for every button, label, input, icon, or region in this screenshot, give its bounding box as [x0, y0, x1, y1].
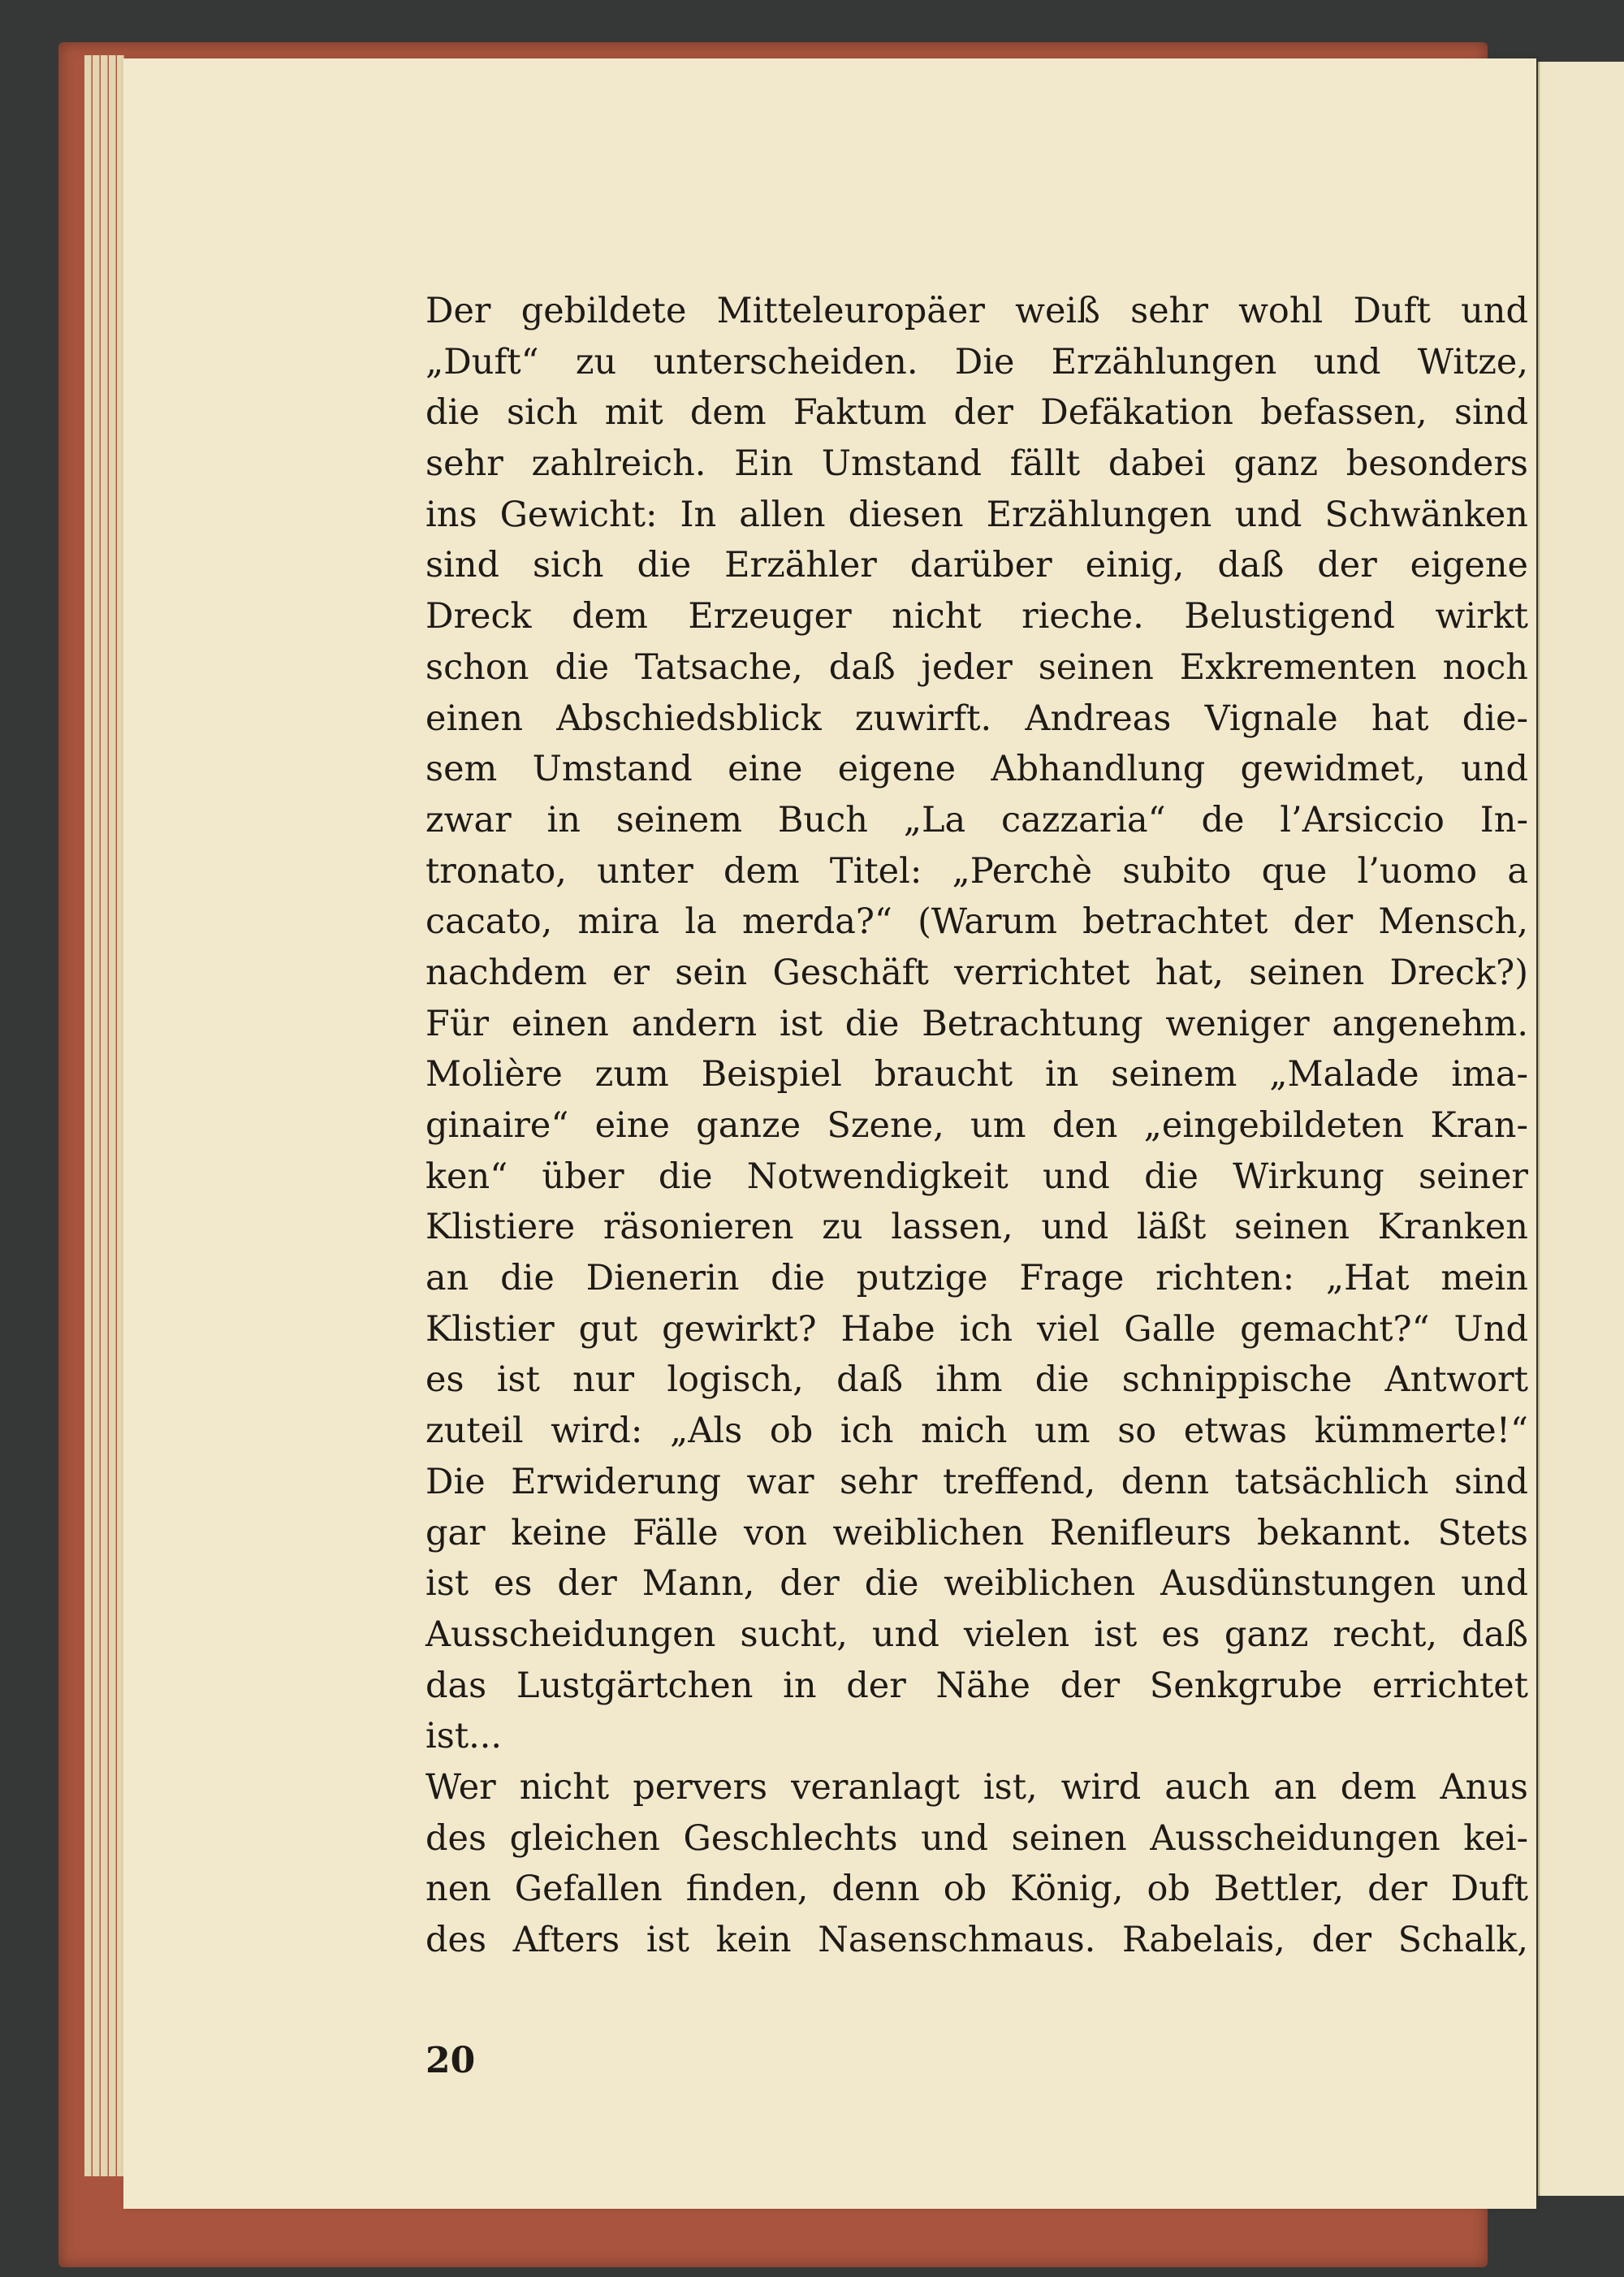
text-line: Der gebildete Mitteleuropäer weiß sehr wohl Duft und	[425, 291, 1528, 331]
text-line: Klistiere räsonieren zu lassen, und läßt seinen Kranken	[425, 1207, 1528, 1248]
text-line: sem Umstand eine eigene Abhandlung gewidmet, und	[425, 749, 1528, 790]
page-edge	[84, 55, 92, 2176]
text-line: gar keine Fälle von weiblichen Renifleurs bekannt. Stets	[425, 1512, 1528, 1553]
text-line: Molière zum Beispiel braucht in seinem „Malade ima-	[425, 1054, 1528, 1095]
text-line: nachdem er sein Geschäft verrichtet hat, seinen Dreck?)	[425, 952, 1528, 993]
text-line: Dreck dem Erzeuger nicht rieche. Belustigend wirkt	[425, 596, 1528, 637]
page-edge	[101, 55, 108, 2176]
text-line: ken“ über die Notwendigkeit und die Wirkung seiner	[425, 1156, 1528, 1197]
text-line: ginaire“ eine ganze Szene, um den „eingebildeten Kran-	[425, 1105, 1528, 1146]
page-edge	[93, 55, 100, 2176]
text-line: ins Gewicht: In allen diesen Erzählungen und Schwänken	[425, 494, 1528, 535]
text-line: „Duft“ zu unterscheiden. Die Erzählungen und Witze,	[425, 341, 1528, 382]
text-line: es ist nur logisch, daß ihm die schnippische Antwort	[425, 1359, 1528, 1401]
text-line: Die Erwiderung war sehr treffend, denn tatsächlich sind	[425, 1461, 1528, 1502]
page-edge	[109, 55, 116, 2176]
text-line: Klistier gut gewirkt? Habe ich viel Galle gemacht?“ Und	[425, 1308, 1528, 1350]
text-line: das Lustgärtchen in der Nähe der Senkgrube errichtet	[425, 1665, 1528, 1706]
text-line: schon die Tatsache, daß jeder seinen Exkrementen noch	[425, 646, 1528, 688]
book-page	[123, 58, 1536, 2209]
text-line: an die Dienerin die putzige Frage richten: „Hat mein	[425, 1258, 1528, 1299]
text-line: tronato, unter dem Titel: „Perchè subito que l’uomo a	[425, 850, 1528, 892]
text-line: des Afters ist kein Nasenschmaus. Rabelais, der Schalk,	[425, 1920, 1528, 1960]
facing-page	[1538, 62, 1624, 2196]
text-line: ist...	[425, 1716, 503, 1757]
text-line: ist es der Mann, der die weiblichen Ausdünstungen und	[425, 1563, 1528, 1605]
text-line: sind sich die Erzähler darüber einig, daß der eigene	[425, 545, 1528, 586]
text-line: zuteil wird: „Als ob ich mich um so etwas kümmerte!“	[425, 1411, 1528, 1452]
text-line: Für einen andern ist die Betrachtung weniger angenehm.	[425, 1003, 1528, 1044]
text-line: Ausscheidungen sucht, und vielen ist es ganz recht, daß	[425, 1614, 1528, 1655]
text-line: die sich mit dem Faktum der Defäkation befassen, sind	[425, 392, 1528, 434]
text-line: einen Abschiedsblick zuwirft. Andreas Vignale hat die-	[425, 698, 1528, 739]
text-line: sehr zahlreich. Ein Umstand fällt dabei ganz besonders	[425, 443, 1528, 485]
text-line: zwar in seinem Buch „La cazzaria“ de l’Arsiccio In-	[425, 799, 1528, 840]
text-line: Wer nicht pervers veranlagt ist, wird auch an dem Anus	[425, 1766, 1528, 1808]
page-text	[425, 286, 1528, 1966]
text-line: cacato, mira la merda?“ (Warum betrachtet der Mensch,	[425, 901, 1528, 943]
page-number: 20	[425, 2040, 476, 2081]
text-line: des gleichen Geschlechts und seinen Ausscheidungen kei-	[425, 1817, 1528, 1859]
text-line: nen Gefallen finden, denn ob König, ob Bettler, der Duft	[425, 1869, 1528, 1910]
